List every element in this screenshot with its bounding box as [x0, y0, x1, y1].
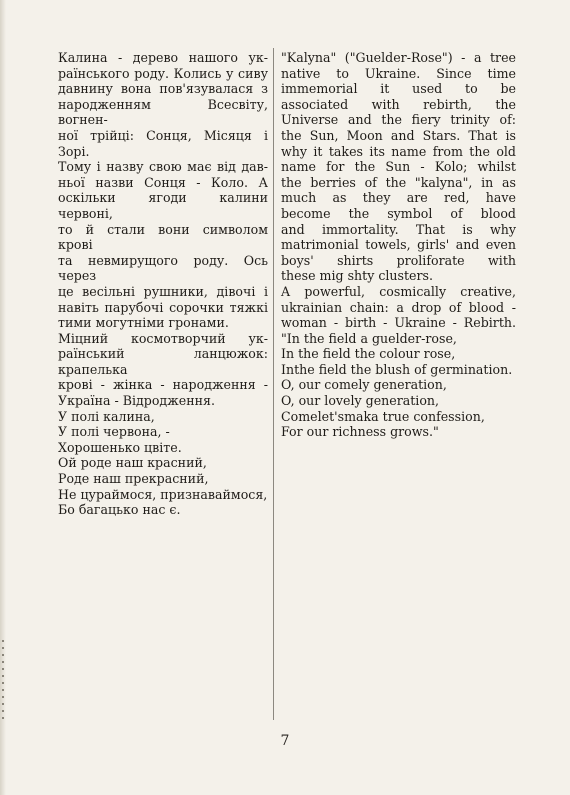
text-line: name for the Sun - Kolo; whilst — [281, 159, 516, 175]
column-divider — [273, 48, 274, 720]
binding-perforation — [2, 640, 4, 720]
text-line: matrimonial towels, girls' and even — [281, 237, 516, 253]
poem-line: For our richness grows." — [281, 424, 439, 440]
text-line: ньої назви Сонця - Коло. А — [58, 174, 268, 190]
poem-line: Comelet'smaka true confession, — [281, 408, 485, 424]
english-poem — [281, 331, 516, 440]
poem-line: Inthe field the blush of germination. — [281, 361, 513, 377]
text-line: раїнського роду. Колись у сиву — [58, 65, 268, 81]
poem-line: У полі калина, — [58, 408, 155, 424]
poem-line: У полі червона, - — [58, 424, 170, 440]
text-line: давнину вона пов'язувалася з — [58, 81, 268, 97]
poem-line: Хорошенько цвіте. — [58, 439, 182, 455]
text-line: Калина - дерево нашого ук- — [58, 50, 268, 65]
ukrainian-paragraph — [58, 50, 268, 409]
text-line: навіть парубочі сорочки тяжкі — [58, 299, 268, 315]
page-number: 7 — [280, 733, 290, 749]
text-line: крові - жінка - народження - — [58, 377, 268, 393]
poem-line: Не цураймося, признаваймося, — [58, 486, 268, 502]
text-line: Міцний космотворчий ук- — [58, 330, 268, 346]
poem-line: O, our lovely generation, — [281, 393, 440, 409]
text-line: Тому і назву свою має від дав- — [58, 159, 268, 175]
poem-line: "In the field a guelder-rose, — [281, 330, 457, 346]
text-line: народженням Всесвіту, вогнен- — [58, 96, 268, 128]
english-column — [281, 50, 516, 440]
text-line: why it takes its name from the old — [281, 143, 516, 159]
text-line: та невмирущого роду. Ось через — [58, 252, 268, 284]
text-line: the Sun, Moon and Stars. That is — [281, 127, 516, 143]
text-line: become the symbol of blood — [281, 205, 516, 221]
poem-line: In the field the colour rose, — [281, 346, 456, 362]
poem-line: Бо багацько нас є. — [58, 502, 181, 518]
text-line: оскільки ягоди калини червоні, — [58, 190, 268, 221]
text-line: "Kalyna" ("Guelder-Rose") - a tree — [281, 50, 516, 65]
text-line: native to Ukraine. Since time — [281, 65, 516, 81]
text-line: associated with rebirth, the — [281, 96, 516, 112]
text-line: boys' shirts proliforate with — [281, 252, 516, 268]
text-line: ukrainian chain: a drop of blood - — [281, 299, 516, 315]
poem-line: Ой роде наш красний, — [58, 455, 207, 471]
ukrainian-column — [58, 50, 268, 518]
text-line: тими могутніми гронами. — [58, 315, 229, 331]
text-line: and immortality. That is why — [281, 221, 516, 237]
text-line: Universe and the fiery trinity of: — [281, 112, 516, 128]
english-paragraph — [281, 50, 516, 331]
text-line: це весільні рушники, дівочі і — [58, 283, 268, 299]
text-line: much as they are red, have — [281, 190, 516, 206]
ukrainian-poem — [58, 409, 268, 518]
text-line: immemorial it used to be — [281, 81, 516, 97]
text-line: the berries of the "kalyna", in as — [281, 174, 516, 190]
text-line: то й стали вони символом крові — [58, 221, 268, 253]
text-line: раїнський ланцюжок: крапелька — [58, 346, 268, 377]
text-line: Україна - Відродження. — [58, 393, 215, 409]
text-line: woman - birth - Ukraine - Rebirth. — [281, 315, 516, 331]
poem-line: O, our comely generation, — [281, 377, 447, 393]
text-line: A powerful, cosmically creative, — [281, 283, 516, 299]
poem-line: Роде наш прекрасний, — [58, 471, 209, 487]
text-line: these mig shty clusters. — [281, 268, 433, 284]
text-line: ної трійці: Сонця, Місяця і Зорі. — [58, 127, 268, 159]
